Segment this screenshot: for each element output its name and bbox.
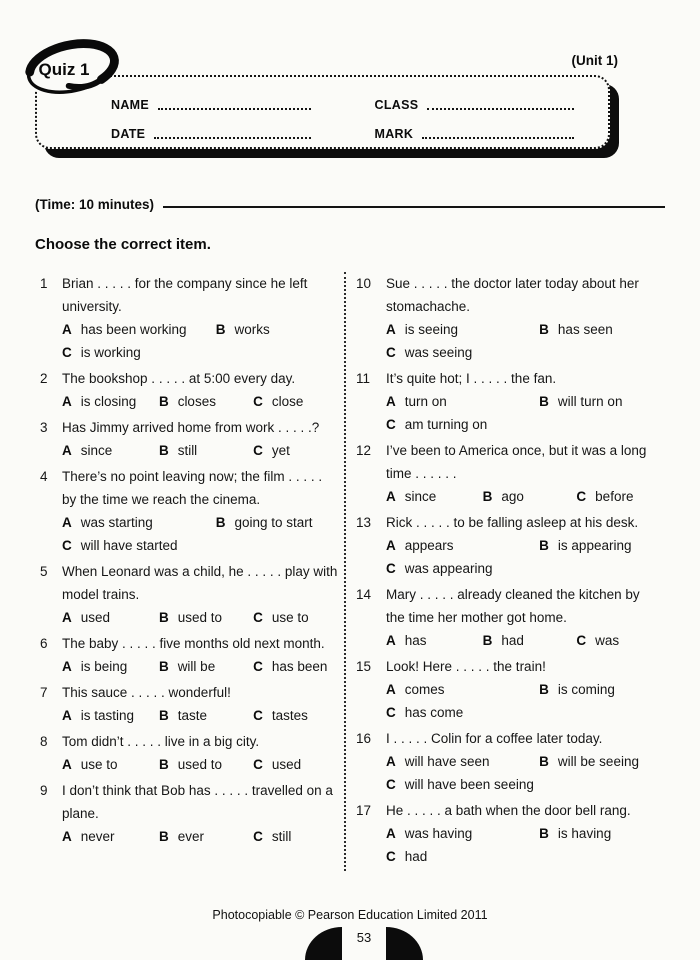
option-letter: B <box>539 538 549 553</box>
option-letter: B <box>158 443 169 458</box>
question-7 <box>40 681 339 727</box>
q3-options-row <box>62 439 339 462</box>
q9-options-row <box>62 825 339 848</box>
question-9 <box>40 779 339 848</box>
q13-options-row <box>386 557 662 580</box>
question-text: He . . . . . a bath when the door bell rang. <box>386 803 631 818</box>
option-text: has been working <box>80 322 187 337</box>
q13-option-A <box>386 534 539 557</box>
q12-option-A <box>386 485 483 508</box>
mark-field-row <box>375 126 575 142</box>
option-text: used to <box>177 757 222 772</box>
time-row <box>35 197 665 212</box>
option-letter: C <box>253 394 263 409</box>
question-number: 11 <box>356 371 371 386</box>
quiz-badge <box>22 38 120 100</box>
q4-option-C <box>62 534 178 557</box>
name-field-row <box>111 97 311 113</box>
option-text: since <box>404 489 437 504</box>
class-field-row <box>375 97 575 113</box>
q16-options-row <box>386 773 662 796</box>
option-text: turn on <box>404 394 447 409</box>
option-letter: B <box>539 394 549 409</box>
page-wing-left-icon <box>305 927 342 960</box>
option-text: was appearing <box>404 561 493 576</box>
option-letter: C <box>253 610 263 625</box>
question-14 <box>356 583 662 652</box>
q5-options-row <box>62 606 339 629</box>
q3-option-C <box>253 439 339 462</box>
q15-option-B <box>539 678 662 701</box>
question-body <box>62 416 339 462</box>
option-text: will be seeing <box>557 754 639 769</box>
option-letter: C <box>576 633 587 648</box>
option-letter: B <box>539 682 549 697</box>
date-dotted-line <box>154 137 310 139</box>
option-text: was starting <box>80 515 153 530</box>
q15-options-row <box>386 678 662 701</box>
option-letter: C <box>576 489 587 504</box>
q2-option-B <box>159 390 253 413</box>
q2-option-A <box>62 390 159 413</box>
option-letter: C <box>253 443 263 458</box>
q10-option-A <box>386 318 539 341</box>
option-text: used <box>80 610 111 625</box>
option-text: had <box>404 849 428 864</box>
option-letter: B <box>539 322 549 337</box>
question-text: When Leonard was a child, he . . . . . play with model trains. <box>62 564 338 602</box>
question-number: 15 <box>356 659 372 674</box>
option-text: use to <box>80 757 118 772</box>
question-body <box>386 727 662 796</box>
q1-option-A <box>62 318 216 341</box>
option-text: has <box>404 633 427 648</box>
question-body <box>62 681 339 727</box>
q11-options-row <box>386 390 662 413</box>
option-letter: C <box>253 659 263 674</box>
option-letter: B <box>158 394 169 409</box>
question-body <box>386 272 662 364</box>
option-text: comes <box>404 682 445 697</box>
question-text: Tom didn’t . . . . . live in a big city. <box>62 734 260 749</box>
question-3 <box>40 416 339 462</box>
question-6 <box>40 632 339 678</box>
q12-option-B <box>483 485 577 508</box>
option-letter: B <box>215 515 226 530</box>
question-number: 8 <box>40 734 48 749</box>
time-label: (Time: 10 minutes) <box>35 197 155 212</box>
option-letter: B <box>158 659 169 674</box>
q7-option-C <box>253 704 339 727</box>
option-text: was seeing <box>404 345 473 360</box>
option-letter: A <box>386 538 396 553</box>
option-text: am turning on <box>404 417 488 432</box>
question-number: 17 <box>356 803 372 818</box>
option-text: works <box>234 322 270 337</box>
q17-options-row <box>386 845 662 868</box>
date-label: DATE <box>111 127 146 141</box>
option-text: since <box>80 443 113 458</box>
q2-option-C <box>253 390 339 413</box>
q16-options-row <box>386 750 662 773</box>
page-number: 53 <box>356 930 372 945</box>
q13-option-C <box>386 557 493 580</box>
option-text: still <box>271 829 292 844</box>
question-body <box>62 465 339 557</box>
option-text: appears <box>404 538 454 553</box>
question-8 <box>40 730 339 776</box>
question-body <box>62 730 339 776</box>
option-text: taste <box>177 708 207 723</box>
questions-column-right <box>346 272 662 871</box>
question-body <box>62 632 339 678</box>
option-text: is tasting <box>80 708 135 723</box>
option-letter: B <box>482 489 493 504</box>
question-number: 3 <box>40 420 48 435</box>
option-letter: B <box>158 610 169 625</box>
q4-option-B <box>216 511 339 534</box>
option-text: will be <box>177 659 216 674</box>
option-text: going to start <box>234 515 313 530</box>
q14-option-A <box>386 629 483 652</box>
option-letter: A <box>62 610 72 625</box>
question-body <box>386 511 662 580</box>
option-letter: C <box>386 777 396 792</box>
option-letter: A <box>386 826 396 841</box>
q11-option-C <box>386 413 487 436</box>
option-letter: B <box>158 829 169 844</box>
q7-option-B <box>159 704 253 727</box>
questions-column-left <box>40 272 339 871</box>
q1-options-row <box>62 341 339 364</box>
option-letter: B <box>158 757 169 772</box>
option-letter: B <box>215 322 226 337</box>
option-text: closes <box>177 394 216 409</box>
question-text: The baby . . . . . five months old next month. <box>62 636 325 651</box>
question-16 <box>356 727 662 796</box>
option-text: has been <box>271 659 328 674</box>
option-letter: A <box>62 829 72 844</box>
option-letter: A <box>62 708 72 723</box>
q6-option-B <box>159 655 253 678</box>
question-text: There’s no point leaving now; the film . . . . . by the time we reach the cinema. <box>62 469 323 507</box>
option-letter: A <box>386 633 396 648</box>
option-text: was having <box>404 826 473 841</box>
question-2 <box>40 367 339 413</box>
question-13 <box>356 511 662 580</box>
q5-option-B <box>159 606 253 629</box>
q2-options-row <box>62 390 339 413</box>
q8-options-row <box>62 753 339 776</box>
question-body <box>386 583 662 652</box>
question-number: 7 <box>40 685 48 700</box>
question-5 <box>40 560 339 629</box>
option-letter: C <box>253 829 263 844</box>
page-number-row <box>305 927 423 960</box>
option-letter: B <box>539 754 549 769</box>
quiz-title: Quiz 1 <box>38 60 90 79</box>
q6-options-row <box>62 655 339 678</box>
question-1 <box>40 272 339 364</box>
option-letter: C <box>253 757 263 772</box>
question-body <box>386 655 662 724</box>
q1-option-B <box>216 318 339 341</box>
question-number: 9 <box>40 783 48 798</box>
option-text: will have started <box>80 538 178 553</box>
q5-option-C <box>253 606 339 629</box>
option-letter: C <box>386 705 396 720</box>
q9-option-B <box>159 825 253 848</box>
q11-option-A <box>386 390 539 413</box>
q11-option-B <box>539 390 662 413</box>
quiz-header <box>0 53 700 149</box>
q15-options-row <box>386 701 662 724</box>
question-body <box>386 799 662 868</box>
option-text: is being <box>80 659 128 674</box>
q8-option-C <box>253 753 339 776</box>
option-text: use to <box>271 610 309 625</box>
option-letter: A <box>386 754 396 769</box>
mark-dotted-line <box>422 137 574 139</box>
question-text: The bookshop . . . . . at 5:00 every day. <box>62 371 296 386</box>
q9-option-C <box>253 825 339 848</box>
q5-option-A <box>62 606 159 629</box>
question-text: Brian . . . . . for the company since he left university. <box>62 276 308 314</box>
q10-option-C <box>386 341 472 364</box>
option-text: had <box>501 633 524 648</box>
q9-option-A <box>62 825 159 848</box>
q17-option-B <box>539 822 662 845</box>
option-text: will have been seeing <box>404 777 534 792</box>
question-body <box>386 439 662 508</box>
question-10 <box>356 272 662 364</box>
option-text: yet <box>271 443 290 458</box>
option-text: ago <box>501 489 524 504</box>
question-number: 16 <box>356 731 372 746</box>
name-class-card <box>35 53 618 149</box>
option-letter: A <box>62 394 72 409</box>
q13-options-row <box>386 534 662 557</box>
q12-options-row <box>386 485 662 508</box>
q15-option-C <box>386 701 463 724</box>
option-text: will have seen <box>404 754 490 769</box>
option-letter: A <box>386 322 396 337</box>
question-number: 12 <box>356 443 372 458</box>
q11-options-row <box>386 413 662 436</box>
date-field-row <box>111 126 311 142</box>
question-number: 5 <box>40 564 48 579</box>
option-letter: A <box>386 489 396 504</box>
option-letter: C <box>62 538 72 553</box>
question-text: Look! Here . . . . . the train! <box>386 659 546 674</box>
q10-options-row <box>386 318 662 341</box>
q10-options-row <box>386 341 662 364</box>
q6-option-A <box>62 655 159 678</box>
question-text: This sauce . . . . . wonderful! <box>62 685 231 700</box>
question-17 <box>356 799 662 868</box>
option-letter: A <box>62 757 72 772</box>
option-letter: A <box>386 682 396 697</box>
q14-options-row <box>386 629 662 652</box>
q4-option-A <box>62 511 216 534</box>
option-text: ever <box>177 829 204 844</box>
question-text: Sue . . . . . the doctor later today about her stomachache. <box>386 276 639 314</box>
class-label: CLASS <box>374 98 419 112</box>
question-body <box>62 779 339 848</box>
q7-option-A <box>62 704 159 727</box>
option-letter: C <box>386 561 396 576</box>
option-letter: A <box>386 394 396 409</box>
q17-option-A <box>386 822 539 845</box>
q14-option-B <box>483 629 577 652</box>
instruction-heading: Choose the correct item. <box>35 236 211 253</box>
option-letter: C <box>253 708 263 723</box>
page-wing-right-icon <box>386 927 423 960</box>
option-letter: C <box>386 849 396 864</box>
question-11 <box>356 367 662 436</box>
option-text: has seen <box>557 322 613 337</box>
question-number: 2 <box>40 371 48 386</box>
question-text: It’s quite hot; I . . . . . the fan. <box>386 371 557 386</box>
question-text: Mary . . . . . already cleaned the kitchen by the time her mother got home. <box>386 587 640 625</box>
question-number: 6 <box>40 636 48 651</box>
q13-option-B <box>539 534 662 557</box>
form-grid <box>111 97 574 142</box>
question-number: 4 <box>40 469 48 484</box>
option-letter: A <box>62 322 72 337</box>
option-text: will turn on <box>557 394 623 409</box>
question-4 <box>40 465 339 557</box>
question-text: I don’t think that Bob has . . . . . travelled on a plane. <box>62 783 333 821</box>
question-12 <box>356 439 662 508</box>
option-letter: B <box>539 826 549 841</box>
option-text: is having <box>557 826 612 841</box>
question-number: 10 <box>356 276 372 291</box>
q7-options-row <box>62 704 339 727</box>
q4-options-row <box>62 534 339 557</box>
question-text: I’ve been to America once, but it was a long time . . . . . . <box>386 443 647 481</box>
q16-option-B <box>539 750 662 773</box>
option-text: has come <box>404 705 464 720</box>
option-text: is appearing <box>557 538 632 553</box>
question-body <box>386 367 662 436</box>
option-letter: A <box>62 443 72 458</box>
question-body <box>62 560 339 629</box>
question-15 <box>356 655 662 724</box>
option-letter: B <box>482 633 493 648</box>
option-text: is seeing <box>404 322 459 337</box>
q1-options-row <box>62 318 339 341</box>
question-number: 14 <box>356 587 372 602</box>
unit-label: (Unit 1) <box>571 53 618 68</box>
q10-option-B <box>539 318 662 341</box>
option-text: tastes <box>271 708 308 723</box>
option-letter: C <box>386 417 396 432</box>
q16-option-C <box>386 773 534 796</box>
option-letter: A <box>62 659 72 674</box>
q8-option-A <box>62 753 159 776</box>
q6-option-C <box>253 655 339 678</box>
option-text: before <box>595 489 634 504</box>
time-rule-line <box>163 206 665 208</box>
option-text: never <box>80 829 115 844</box>
option-text: was <box>595 633 620 648</box>
option-text: used <box>271 757 302 772</box>
option-text: still <box>177 443 198 458</box>
q12-option-C <box>576 485 662 508</box>
question-body <box>62 272 339 364</box>
question-number: 1 <box>40 276 48 291</box>
q16-option-A <box>386 750 539 773</box>
q3-option-A <box>62 439 159 462</box>
option-text: close <box>271 394 304 409</box>
question-text: I . . . . . Colin for a coffee later today. <box>386 731 603 746</box>
question-text: Has Jimmy arrived home from work . . . . .? <box>62 420 320 435</box>
name-dotted-line <box>158 108 310 110</box>
question-number: 13 <box>356 515 372 530</box>
question-text: Rick . . . . . to be falling asleep at his desk. <box>386 515 639 530</box>
q17-option-C <box>386 845 427 868</box>
q1-option-C <box>62 341 141 364</box>
option-letter: C <box>62 345 72 360</box>
option-text: is coming <box>557 682 615 697</box>
option-letter: B <box>158 708 169 723</box>
option-text: is working <box>80 345 141 360</box>
class-dotted-line <box>427 108 574 110</box>
q15-option-A <box>386 678 539 701</box>
question-body <box>62 367 339 413</box>
mark-label: MARK <box>374 127 414 141</box>
q4-options-row <box>62 511 339 534</box>
questions-area <box>40 272 662 871</box>
name-label: NAME <box>111 98 150 112</box>
copyright-line: Photocopiable © Pearson Education Limited 2011 <box>212 908 488 922</box>
option-text: is closing <box>80 394 137 409</box>
q8-option-B <box>159 753 253 776</box>
option-letter: C <box>386 345 396 360</box>
option-letter: A <box>62 515 72 530</box>
q3-option-B <box>159 439 253 462</box>
q17-options-row <box>386 822 662 845</box>
option-text: used to <box>177 610 222 625</box>
q14-option-C <box>576 629 662 652</box>
